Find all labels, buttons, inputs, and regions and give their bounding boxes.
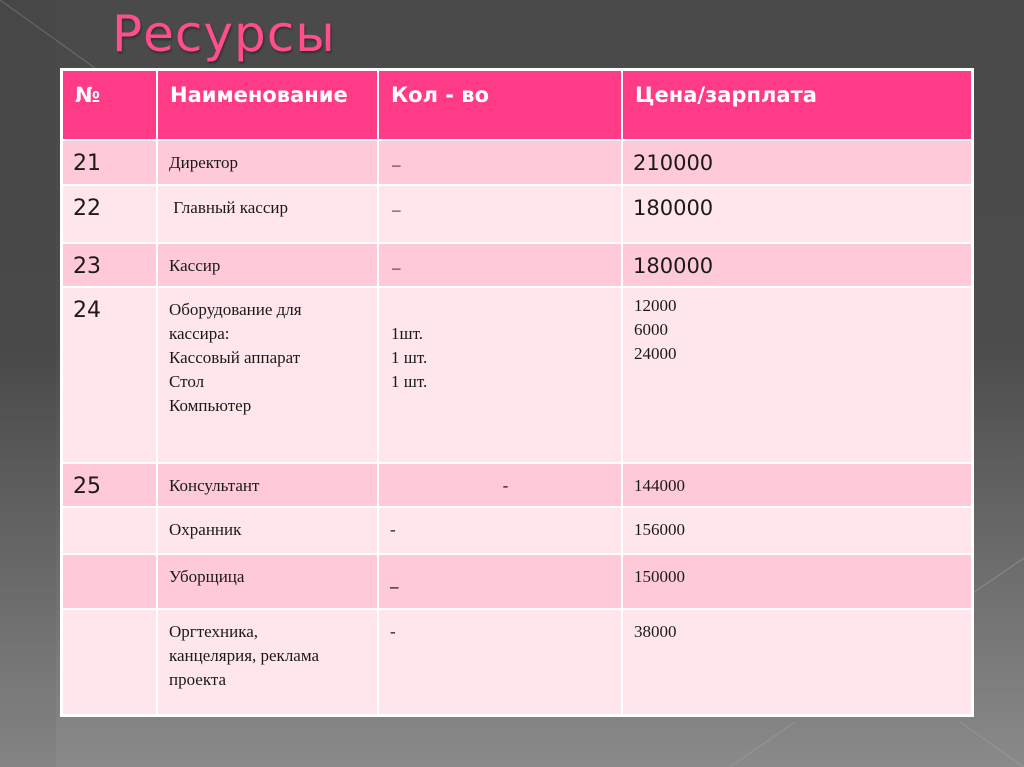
cell-name: Кассир — [157, 243, 378, 287]
cell-name — [157, 287, 378, 463]
header-price: Цена/зарплата — [622, 70, 972, 140]
table-row — [62, 243, 972, 287]
name-line: Кассовый аппарат — [169, 348, 301, 367]
cell-num: 24 — [62, 287, 157, 463]
header-num: № — [62, 70, 157, 140]
cell-num: 25 — [62, 463, 157, 507]
cell-num: 22 — [62, 185, 157, 243]
table-row — [62, 507, 972, 554]
cell-qty: – — [378, 554, 622, 609]
cell-name — [157, 609, 378, 715]
slide-title: Ресурсы — [112, 5, 336, 63]
header-name: Наименование — [157, 70, 378, 140]
cell-price: 156000 — [622, 507, 972, 554]
qty-line: 1 шт. — [391, 348, 428, 367]
cell-price: 180000 — [622, 243, 972, 287]
cell-num: 21 — [62, 140, 157, 185]
cell-qty: - — [378, 609, 622, 715]
cell-num — [62, 507, 157, 554]
table-row — [62, 554, 972, 609]
cell-name: Уборщица — [157, 554, 378, 609]
cell-price: 180000 — [622, 185, 972, 243]
name-line: Компьютер — [169, 396, 252, 415]
qty-line — [391, 298, 621, 322]
cell-name: Охранник — [157, 507, 378, 554]
cell-qty: – — [378, 185, 622, 243]
cell-price: 150000 — [622, 554, 972, 609]
cell-price: 210000 — [622, 140, 972, 185]
price-line: 12000 — [634, 296, 677, 315]
header-qty: Кол - во — [378, 70, 622, 140]
table-row — [62, 287, 972, 463]
cell-qty: – — [378, 243, 622, 287]
cell-name: Директор — [157, 140, 378, 185]
cell-num: 23 — [62, 243, 157, 287]
table-header-row — [62, 70, 972, 140]
cell-name: Консультант — [157, 463, 378, 507]
cell-qty: - — [378, 507, 622, 554]
cell-price: 144000 — [622, 463, 972, 507]
cell-qty — [378, 287, 622, 463]
table-row — [62, 185, 972, 243]
cell-name: Главный кассир — [157, 185, 378, 243]
table-row — [62, 609, 972, 715]
name-line: Оборудование для — [169, 300, 302, 319]
name-line: Стол — [169, 372, 205, 391]
table-row — [62, 463, 972, 507]
resources-table — [61, 69, 973, 716]
qty-line: 1шт. — [391, 324, 423, 343]
cell-num — [62, 554, 157, 609]
price-line: 6000 — [634, 320, 668, 339]
name-line: проекта — [169, 670, 227, 689]
price-line: 24000 — [634, 344, 677, 363]
cell-num — [62, 609, 157, 715]
cell-qty: - — [378, 463, 622, 507]
cell-price — [622, 287, 972, 463]
name-line: кассира: — [169, 324, 230, 343]
name-line: канцелярия, реклама — [169, 646, 320, 665]
cell-qty: – — [378, 140, 622, 185]
cell-price: 38000 — [622, 609, 972, 715]
qty-line: 1 шт. — [391, 372, 428, 391]
name-line: Оргтехника, — [169, 622, 258, 641]
table-row — [62, 140, 972, 185]
